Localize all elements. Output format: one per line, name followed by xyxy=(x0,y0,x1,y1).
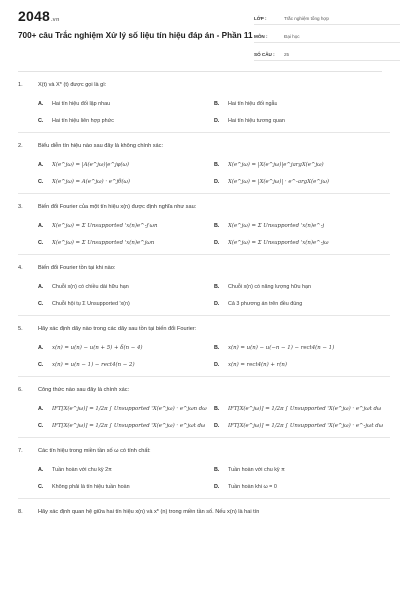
option-text: X(e^jω) = A(e^jω) · e^jθ(ω) xyxy=(52,179,131,185)
answer-option[interactable] xyxy=(38,300,214,308)
option-text: IFT[X(e^jω)] = 1/2π ∫ Unsupported 'X(e^jω) · e^jωn dω xyxy=(52,406,207,412)
question-item xyxy=(18,316,390,377)
option-text: IFT[X(e^jω)] = 1/2π ∫ Unsupported 'X(e^jω) · e^jωt dω xyxy=(228,406,382,412)
answer-option[interactable] xyxy=(214,405,390,413)
answer-option[interactable] xyxy=(214,466,390,474)
option-letter: D. xyxy=(214,240,220,246)
option-text: Hai tín hiệu tương quan xyxy=(228,118,285,124)
answer-option[interactable] xyxy=(214,222,390,230)
option-letter: B. xyxy=(214,345,220,351)
question-number: 2. xyxy=(18,143,23,149)
option-text: Tuần hoàn khi ω = 0 xyxy=(228,484,277,490)
answer-option[interactable] xyxy=(38,405,214,413)
meta-value: 25 xyxy=(284,51,290,57)
logo-main: 2048 xyxy=(18,8,50,24)
question-item xyxy=(18,438,390,499)
answer-option[interactable] xyxy=(38,100,214,108)
option-letter: C. xyxy=(38,484,44,490)
question-text: Hãy xác định quan hệ giữa hai tín hiệu x(n) và x* (n) trong miền tần số. Nếu x(n) là hai tín xyxy=(38,509,260,515)
answer-option[interactable] xyxy=(214,117,390,125)
option-letter: C. xyxy=(38,301,44,307)
question-item xyxy=(18,133,390,194)
option-text: IFT[X(e^jω)] = 1/2π ∫ Unsupported 'X(e^jω) · e^-jωt dω xyxy=(228,423,384,429)
option-text: X(e^jω) = Σ Unsupported 'x(n)e^-jω xyxy=(228,240,329,246)
answer-option[interactable] xyxy=(38,344,214,352)
question-text: Biến đổi Fourier của một tín hiệu x(n) được định nghĩa như sau: xyxy=(38,204,197,210)
answer-option[interactable] xyxy=(214,100,390,108)
answer-option[interactable] xyxy=(214,344,390,352)
meta-row-count xyxy=(254,48,400,61)
question-item xyxy=(18,72,390,133)
option-letter: A. xyxy=(38,284,44,290)
answer-option[interactable] xyxy=(214,178,390,186)
option-letter: A. xyxy=(38,467,44,473)
answer-option[interactable] xyxy=(214,422,390,430)
option-letter: C. xyxy=(38,118,44,124)
answer-option[interactable] xyxy=(214,161,390,169)
option-text: X(e^jω) = Σ Unsupported 'x(n)e^jωn xyxy=(52,240,155,246)
option-letter: A. xyxy=(38,162,44,168)
option-letter: A. xyxy=(38,345,44,351)
option-letter: D. xyxy=(214,362,220,368)
option-text: Hai tín hiệu đối lập nhau xyxy=(52,101,111,107)
option-letter: A. xyxy=(38,101,44,107)
option-letter: A. xyxy=(38,406,44,412)
option-text: x(n) = u(n) − u(n + 5) + δ(n − 4) xyxy=(52,345,143,351)
option-text: X(e^jω) = Σ Unsupported 'x(n)e^-j xyxy=(228,223,325,229)
answer-option[interactable] xyxy=(38,283,214,291)
question-text: Biến đổi Fourier tồn tại khi nào: xyxy=(38,265,116,271)
option-text: Chuỗi x(n) có năng lượng hữu hạn xyxy=(228,284,311,290)
question-number: 5. xyxy=(18,326,23,332)
option-text: IFT[X(e^jω)] = 1/2π ∫ Unsupported 'X(e^jω) · e^jωt dω xyxy=(52,423,206,429)
option-text: Hai tín hiệu liên hợp phức xyxy=(52,118,114,124)
question-item xyxy=(18,377,390,438)
option-letter: A. xyxy=(38,223,44,229)
question-number: 6. xyxy=(18,387,23,393)
meta-table xyxy=(254,12,400,66)
answer-option[interactable] xyxy=(38,117,214,125)
question-list xyxy=(18,72,390,523)
meta-value: Trắc nghiệm tổng hợp xyxy=(284,15,329,21)
option-text: X(e^jω) = Σ Unsupported 'x(n)e^-j'ωn xyxy=(52,223,158,229)
question-number: 3. xyxy=(18,204,23,210)
meta-row-class xyxy=(254,12,400,25)
option-text: Chuỗi hội tụ Σ Unsupported 'x(n) xyxy=(52,301,130,307)
option-text: Cả 3 phương án trên đều đúng xyxy=(228,301,303,307)
answer-option[interactable] xyxy=(214,483,390,491)
option-letter: C. xyxy=(38,362,44,368)
site-logo[interactable] xyxy=(18,8,60,24)
meta-value: Đại học xyxy=(284,33,300,39)
option-letter: B. xyxy=(214,101,220,107)
option-text: x(n) = u(n − 1) − rect4(n − 2) xyxy=(52,362,135,368)
option-text: Chuỗi x(n) có chiều dài hữu hạn xyxy=(52,284,129,290)
question-item xyxy=(18,499,390,523)
question-number: 7. xyxy=(18,448,23,454)
option-text: Hai tín hiệu đối ngẫu xyxy=(228,101,278,107)
page-title: 700+ câu Trắc nghiệm Xử lý số liệu tín hiệu đáp án - Phần 11 xyxy=(18,31,253,40)
question-number: 1. xyxy=(18,82,23,88)
option-letter: D. xyxy=(214,118,220,124)
option-text: Tuần hoàn với chu kỳ π xyxy=(228,467,285,473)
question-text: Biểu diễn tín hiệu nào sau đây là không chính xác: xyxy=(38,143,164,149)
question-text: Hãy xác định dãy nào trong các dãy sau tồn tại biến đổi Fourier: xyxy=(38,326,197,332)
question-text: Công thức nào sau đây là chính xác: xyxy=(38,387,130,393)
question-item xyxy=(18,255,390,316)
question-number: 8. xyxy=(18,509,23,515)
answer-option[interactable] xyxy=(38,161,214,169)
option-letter: B. xyxy=(214,467,220,473)
option-text: X(e^jω) = |X(e^jω)|e^jargX(e^jω) xyxy=(228,162,324,168)
answer-option[interactable] xyxy=(38,466,214,474)
option-letter: C. xyxy=(38,179,44,185)
option-letter: D. xyxy=(214,301,220,307)
answer-option[interactable] xyxy=(214,283,390,291)
option-letter: C. xyxy=(38,423,44,429)
answer-option[interactable] xyxy=(214,300,390,308)
answer-option[interactable] xyxy=(38,239,214,247)
option-letter: B. xyxy=(214,406,220,412)
option-text: Không phải là tín hiệu tuần hoàn xyxy=(52,484,130,490)
answer-option[interactable] xyxy=(38,222,214,230)
option-text: x(n) = rect4(n) + r(n) xyxy=(228,362,287,368)
page-header xyxy=(18,0,382,72)
option-text: X(e^jω) = |A(e^jω)|e^jφ(ω) xyxy=(52,162,130,168)
question-text: Các tín hiệu trong miền tần số ω có tính chất: xyxy=(38,448,151,454)
option-letter: D. xyxy=(214,423,220,429)
meta-key: LỚP : xyxy=(254,15,267,21)
meta-row-subject xyxy=(254,30,400,43)
meta-key: SỐ CÂU : xyxy=(254,51,275,57)
option-letter: B. xyxy=(214,223,220,229)
option-letter: D. xyxy=(214,179,220,185)
question-number: 4. xyxy=(18,265,23,271)
option-letter: D. xyxy=(214,484,220,490)
question-text: X(t) và X* (t) được gọi là gì: xyxy=(38,82,107,88)
meta-key: MÔN : xyxy=(254,33,268,39)
option-letter: B. xyxy=(214,284,220,290)
option-text: Tuần hoàn với chu kỳ 2π xyxy=(52,467,112,473)
answer-option[interactable] xyxy=(38,422,214,430)
option-text: x(n) = u(n) − u(−n − 1) − rect4(n − 1) xyxy=(228,345,335,351)
answer-option[interactable] xyxy=(38,178,214,186)
answer-option[interactable] xyxy=(38,361,214,369)
answer-option[interactable] xyxy=(38,483,214,491)
option-letter: C. xyxy=(38,240,44,246)
logo-suffix: .vn xyxy=(50,17,60,23)
question-item xyxy=(18,194,390,255)
option-text: X(e^jω) = |X(e^jω)| · e^-argX(e^jω) xyxy=(228,179,329,185)
answer-option[interactable] xyxy=(214,361,390,369)
option-letter: B. xyxy=(214,162,220,168)
answer-option[interactable] xyxy=(214,239,390,247)
